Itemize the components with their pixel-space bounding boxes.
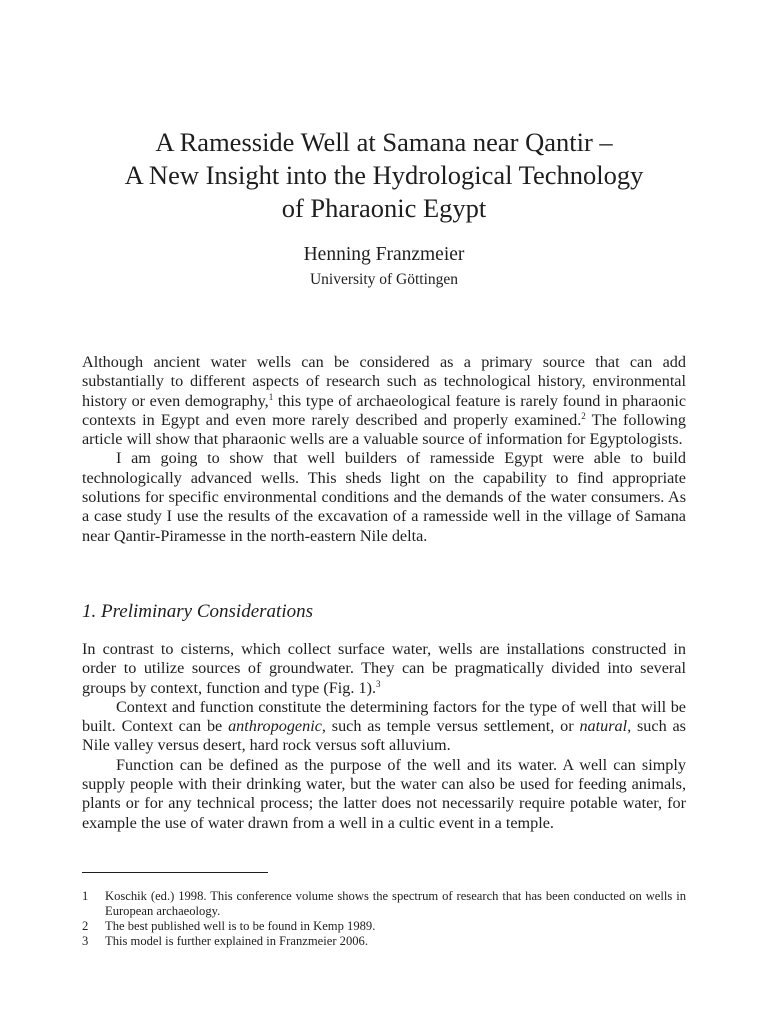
section1-p2-text-c: such as Nile valley versus desert, hard rock versus soft alluvium.	[82, 717, 686, 755]
footnote-text: Koschik (ed.) 1998. This conference volume shows the spectrum of research that has been conducted on wells in European archaeology.	[105, 889, 686, 918]
section-1-body	[82, 640, 686, 833]
title-line-3: of Pharaonic Egypt	[281, 193, 487, 223]
footnote-1	[82, 889, 686, 919]
intro-paragraph-2: I am going to show that well builders of ramesside Egypt were able to build technologically advanced wells. This sheds light on the capability to find appropriate solutions for specific environmental conditions and the demands of the water consumers. As a case study I use the results of the excavation of a ramesside well in the village of Samana near Qantir-Piramesse in the north-eastern Nile delta.	[82, 449, 686, 545]
section1-p2-emphasis-2: natural,	[579, 717, 632, 736]
title-line-1: A Ramesside Well at Samana near Qantir –	[155, 127, 613, 157]
footnotes	[82, 889, 686, 949]
section1-p2-emphasis-1: anthropogenic	[228, 717, 322, 736]
section1-p2-text-a: Context and function constitute the determining factors for the type of well that will be built. Context can be	[82, 697, 686, 736]
footnote-ref-1: 1	[268, 391, 274, 402]
paper-title	[0, 126, 768, 225]
author-affiliation: University of Göttingen	[309, 271, 459, 288]
section1-paragraph-2	[82, 698, 686, 756]
footnote-ref-2: 2	[581, 410, 586, 421]
intro-p1-text-c: The following article will show that pharaonic wells are a valuable source of information for Egyptologists.	[82, 410, 686, 449]
footnote-2	[82, 919, 686, 934]
footnote-number: 2	[82, 919, 89, 933]
intro-p1-text-a: Although ancient water wells can be considered as a primary source that can add substantially to different aspects of research such as technological history, environmental history or even demography,	[82, 353, 686, 410]
intro-paragraph-1	[82, 353, 686, 449]
section1-paragraph-3: Function can be defined as the purpose of the well and its water. A well can simply supply people with their drinking water, but the water can also be used for feeding animals, plants or for any technical process; the latter does not necessarily require potable water, for example the use of water drawn from a well in a cultic event in a temple.	[82, 755, 686, 832]
author-name: Henning Franzmeier	[303, 244, 465, 265]
intro-section	[82, 353, 686, 546]
section1-paragraph-1	[82, 640, 686, 698]
intro-p1-text-b: this type of archaeological feature is rarely found in pharaonic contexts in Egypt and even more rarely described and properly examined.	[82, 391, 687, 429]
footnote-number: 1	[82, 889, 89, 903]
footnote-number: 3	[82, 934, 89, 948]
section1-p2-text-b: , such as temple versus settlement, or	[321, 717, 580, 736]
footnote-text: The best published well is to be found in Kemp 1989.	[105, 919, 376, 933]
title-line-2: A New Insight into the Hydrological Technology	[124, 160, 644, 190]
section-heading: 1. Preliminary Considerations	[82, 601, 313, 622]
section1-p1-text: In contrast to cisterns, which collect surface water, wells are installations constructed in order to utilize sources of groundwater. They can be pragmatically divided into several groups by context, function and type (Fig. 1).	[82, 640, 686, 697]
footnote-divider	[82, 872, 268, 873]
footnote-text: This model is further explained in Franzmeier 2006.	[105, 934, 368, 948]
footnote-ref-3: 3	[376, 678, 381, 689]
footnote-3	[82, 934, 686, 949]
